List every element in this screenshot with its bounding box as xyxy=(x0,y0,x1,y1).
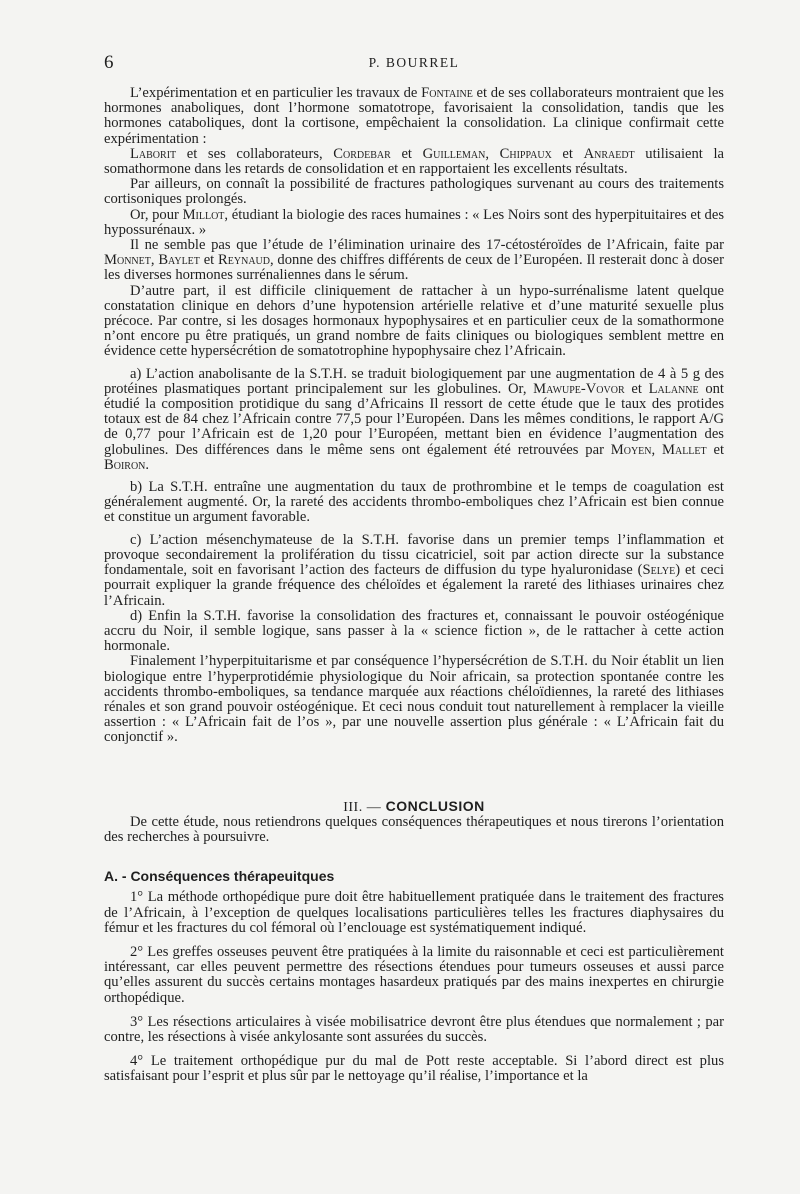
cited-author: Laborit xyxy=(130,145,177,162)
cited-author: Monnet xyxy=(104,252,151,269)
paragraph-item-a: a) L’action anabolisante de la S.T.H. se traduit biologiquement par une augmentation de 4 à 5 g des protéines plasmatiques portant principalement sur les globulines. Or, Mawupe-Vovor et Lalanne ont étudié la composition protidique du sang d’Africains Il ressort de cette étude que le taux des protides totaux est de 84 chez l’Africain contre 77,5 pour l’Européen. Dans les mêmes conditions, le rapport A/G de 0,77 pour l’Africain est de 1,20 pour l’Européen, mettant bien en évidence l’augmentation des globulines. Des différences dans le même sens ont également été retrouvées par Moyen, Mallet et Boiron. xyxy=(104,365,725,473)
cited-author: Lalanne xyxy=(648,380,699,397)
cited-author: Reynaud xyxy=(218,252,270,269)
paragraph: Or, pour Millot, étudiant la biologie des races humaines : « Les Noirs sont des hyperpituitaires et des hypossurénaux. » xyxy=(104,206,725,238)
paragraph-item-c: c) L’action mésenchymateuse de la S.T.H. favorise dans un premier temps l’inflammation et provoque secondairement la prolifération du tissu cicatriciel, soit par action directe sur la substance fondamentale, soit en favorisant l’action des facteurs de diffusion du type hyaluronidase (Selye) et ceci pourrait expliquer la grande fréquence des chéloïdes et également la rareté des lithiases urinaires chez l’Africain. xyxy=(104,531,724,609)
cited-author: Fontaine xyxy=(421,85,473,101)
cited-author: Moyen xyxy=(610,441,652,458)
page-number: 6 xyxy=(104,52,114,73)
list-item: 2° Les greffes osseuses peuvent être pratiquées à la limite du raisonnable et ceci est particulièrement intéressant, car elles peuvent permettre des résections étendues pour tumeurs osseuses et aussi parce qu’elles assurent du succès certains montages hasardeux pratiqués par des mains inexpertes en chirurgie orthopédique. xyxy=(104,943,724,1006)
section-heading xyxy=(104,799,724,815)
paragraph: D’autre part, il est difficile cliniquement de rattacher à un hypo-surrénalisme latent quelque constatation clinique en dehors d’une hypotension artérielle relative et d’une maturité sexuelle plus précoce. Par contre, si les dosages hormonaux hypophysaires et en particulier ceux de la somathormone n’ont encore pu être pratiqués, un grand nombre de faits cliniques ou biologiques semblent mettre en évidence cette hypersécrétion de somatotrophine hypophysaire chez l’Africain. xyxy=(104,282,724,360)
cited-author: Baylet xyxy=(158,252,200,269)
cited-author: Selye xyxy=(642,562,676,579)
list-item: 3° Les résections articulaires à visée mobilisatrice devront être plus étendues que normalement ; par contre, les résections à visée ankylosante sont assurées du succès. xyxy=(104,1013,724,1045)
cited-author: Guilleman xyxy=(422,145,486,162)
cited-author: Anraedt xyxy=(583,145,635,162)
section-intro: De cette étude, nous retiendrons quelques conséquences thérapeutiques et nous tirerons l’orientation des recherches à poursuivre. xyxy=(104,813,724,845)
section-number: III. — xyxy=(343,799,382,815)
running-head-author: P. BOURREL xyxy=(368,55,460,70)
paragraph: Laborit et ses collaborateurs, Cordebar et Guilleman, Chippaux et Anraedt utilisaient la somathormone dans les retards de consolidation et en rapportaient les excellents résultats. xyxy=(104,145,724,178)
paragraph: Il ne semble pas que l’étude de l’élimination urinaire des 17-cétostéroïdes de l’Africain, faite par Monnet, Baylet et Reynaud, donne des chiffres différents de ceux de l’Européen. Il resterait donc à doser les diverses hormones surrénaliennes dans le sérum. xyxy=(104,237,724,284)
section-title: CONCLUSION xyxy=(385,797,485,814)
body-text xyxy=(104,86,724,1085)
running-head xyxy=(104,52,724,74)
list-item: 4° Le traitement orthopédique pur du mal de Pott reste acceptable. Si l’abord direct est plus satisfaisant pour l’esprit et plus sûr par le nettoyage qu’il réalise, l’importance et la xyxy=(104,1053,724,1085)
cited-author: Mawupe-Vovor xyxy=(533,380,625,397)
cited-author: Boiron xyxy=(104,456,146,473)
paragraph: Finalement l’hyperpituitarisme et par conséquence l’hypersécrétion de S.T.H. du Noir établit un lien biologique entre l’hyperprotidémie physiologique du Noir africain, sa protection spontanée contre les accidents thrombo-emboliques, sa tendance marquée aux réactions chéloïdiennes, la rareté des lithiases rénales et son grand pouvoir ostéogénique. Et ceci nous conduit tout naturellement à remplacer la vieille assertion : « L’Africain fait de l’os », par une nouvelle assertion plus générale : « L’Africain fait du conjonctif ». xyxy=(104,653,724,746)
list-item: 1° La méthode orthopédique pure doit être habituellement pratiquée dans le traitement des fractures de l’Africain, à l’exception de quelques localisations particulières telles les fractures diaphysaires du fémur et les fractures du col fémoral où l’enclouage est systématiquement indiqué. xyxy=(104,889,724,936)
paragraph-item-b: b) La S.T.H. entraîne une augmentation du taux de prothrombine et le temps de coagulation est généralement augmenté. Or, la rareté des accidents thrombo-emboliques chez l’Africain est bien connue et constitue un argument favorable. xyxy=(104,479,724,526)
subsection-heading: A. - Conséquences thérapeuitques xyxy=(104,868,335,885)
paragraph: L’expérimentation et en particulier les travaux de Fontaine et de ses collaborateurs montraient que les hormones anaboliques, dont l’hormone somatotrope, favorisaient la consolidation, tandis que les hormones cataboliques, dont la cortisone, empêchaient la consolidation. La clinique confirmait cette expérimentation : xyxy=(104,85,724,147)
cited-author: Mallet xyxy=(662,441,707,458)
cited-author: Chippaux xyxy=(499,145,552,162)
cited-author: Millot xyxy=(182,206,225,223)
cited-author: Cordebar xyxy=(333,145,391,162)
paragraph: Par ailleurs, on connaît la possibilité de fractures pathologiques survenant au cours des traitements cortisoniques prolongés. xyxy=(104,176,724,208)
paragraph-item-d: d) Enfin la S.T.H. favorise la consolidation des fractures et, connaissant le pouvoir ostéogénique accru du Noir, il semble logique, sans passer à la « science fiction », de le rattacher à cette action hormonale. xyxy=(104,607,724,655)
